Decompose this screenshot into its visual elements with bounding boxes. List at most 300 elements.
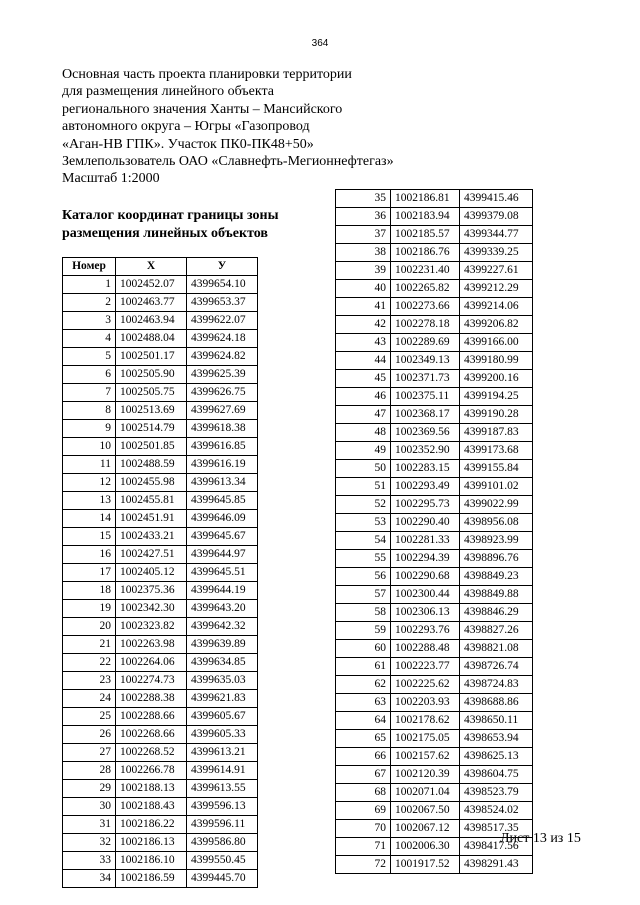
table-row [63, 726, 258, 744]
cell-x: 1002455.81 [116, 492, 187, 510]
table-row [63, 636, 258, 654]
cell-x: 1002067.50 [391, 802, 460, 820]
table-row [336, 766, 533, 784]
cell-y: 4399646.09 [187, 510, 258, 528]
table-row [336, 604, 533, 622]
cell-x: 1002455.98 [116, 474, 187, 492]
cell-number: 4 [63, 330, 116, 348]
cell-x: 1002289.69 [391, 334, 460, 352]
table-body-left [63, 276, 258, 888]
cell-number: 53 [336, 514, 391, 532]
cell-x: 1002290.40 [391, 514, 460, 532]
cell-x: 1002223.77 [391, 658, 460, 676]
cell-y: 4399613.55 [187, 780, 258, 798]
table-row [336, 496, 533, 514]
cell-x: 1002263.98 [116, 636, 187, 654]
cell-y: 4398524.02 [460, 802, 533, 820]
table-row [63, 816, 258, 834]
cell-x: 1002188.13 [116, 780, 187, 798]
table-row [63, 348, 258, 366]
header-line: автономного округа – Югры «Газопровод [62, 119, 310, 135]
cell-x: 1002513.69 [116, 402, 187, 420]
table-row [336, 262, 533, 280]
table-row [336, 352, 533, 370]
cell-x: 1002178.62 [391, 712, 460, 730]
table-row [63, 798, 258, 816]
cell-y: 4399654.10 [187, 276, 258, 294]
cell-number: 59 [336, 622, 391, 640]
cell-y: 4399626.75 [187, 384, 258, 402]
cell-y: 4399624.82 [187, 348, 258, 366]
cell-number: 69 [336, 802, 391, 820]
cell-number: 62 [336, 676, 391, 694]
cell-y: 4398523.79 [460, 784, 533, 802]
cell-x: 1002427.51 [116, 546, 187, 564]
cell-number: 42 [336, 316, 391, 334]
cell-number: 40 [336, 280, 391, 298]
cell-x: 1002186.22 [116, 816, 187, 834]
cell-x: 1002175.05 [391, 730, 460, 748]
cell-y: 4399166.00 [460, 334, 533, 352]
cell-y: 4399622.07 [187, 312, 258, 330]
table-row [63, 582, 258, 600]
cell-x: 1002300.44 [391, 586, 460, 604]
table-row [336, 784, 533, 802]
document-header [62, 66, 442, 188]
table-row [63, 456, 258, 474]
cell-x: 1002290.68 [391, 568, 460, 586]
table-row [336, 388, 533, 406]
cell-number: 44 [336, 352, 391, 370]
cell-y: 4399212.29 [460, 280, 533, 298]
cell-y: 4399180.99 [460, 352, 533, 370]
cell-x: 1002342.30 [116, 600, 187, 618]
cell-x: 1002288.38 [116, 690, 187, 708]
cell-number: 41 [336, 298, 391, 316]
cell-x: 1002501.85 [116, 438, 187, 456]
table-row [336, 460, 533, 478]
cell-x: 1002295.73 [391, 496, 460, 514]
table-row [336, 334, 533, 352]
cell-number: 2 [63, 294, 116, 312]
cell-number: 21 [63, 636, 116, 654]
cell-number: 47 [336, 406, 391, 424]
cell-y: 4398653.94 [460, 730, 533, 748]
cell-number: 23 [63, 672, 116, 690]
cell-y: 4398827.26 [460, 622, 533, 640]
cell-y: 4399605.33 [187, 726, 258, 744]
cell-x: 1002505.90 [116, 366, 187, 384]
header-line: регионального значения Ханты – Мансийского [62, 101, 343, 117]
table-row [336, 244, 533, 262]
cell-y: 4399596.13 [187, 798, 258, 816]
cell-number: 32 [63, 834, 116, 852]
table-row [63, 744, 258, 762]
cell-y: 4399155.84 [460, 460, 533, 478]
cell-y: 4399379.08 [460, 208, 533, 226]
cell-number: 65 [336, 730, 391, 748]
cell-number: 28 [63, 762, 116, 780]
cell-x: 1002375.11 [391, 388, 460, 406]
table-row [63, 780, 258, 798]
cell-y: 4399645.85 [187, 492, 258, 510]
cell-number: 52 [336, 496, 391, 514]
cell-y: 4399624.18 [187, 330, 258, 348]
cell-y: 4398517.35 [460, 820, 533, 838]
table-row [63, 762, 258, 780]
cell-number: 43 [336, 334, 391, 352]
cell-y: 4399173.68 [460, 442, 533, 460]
table-row [63, 402, 258, 420]
cell-y: 4399616.19 [187, 456, 258, 474]
cell-number: 50 [336, 460, 391, 478]
cell-y: 4398650.11 [460, 712, 533, 730]
cell-number: 38 [336, 244, 391, 262]
table-header-row [63, 258, 258, 276]
cell-y: 4398849.88 [460, 586, 533, 604]
cell-y: 4399645.51 [187, 564, 258, 582]
table-row [336, 370, 533, 388]
cell-y: 4399415.46 [460, 190, 533, 208]
header-y: У [187, 258, 258, 276]
cell-x: 1002375.36 [116, 582, 187, 600]
cell-y: 4399627.69 [187, 402, 258, 420]
cell-number: 14 [63, 510, 116, 528]
cell-y: 4398291.43 [460, 856, 533, 874]
cell-y: 4398849.23 [460, 568, 533, 586]
cell-number: 7 [63, 384, 116, 402]
table-row [336, 640, 533, 658]
cell-number: 49 [336, 442, 391, 460]
cell-x: 1002268.66 [116, 726, 187, 744]
cell-number: 25 [63, 708, 116, 726]
cell-y: 4399344.77 [460, 226, 533, 244]
cell-y: 4398417.56 [460, 838, 533, 856]
cell-y: 4398821.08 [460, 640, 533, 658]
cell-number: 9 [63, 420, 116, 438]
cell-y: 4399190.28 [460, 406, 533, 424]
cell-number: 72 [336, 856, 391, 874]
sheet-footer: Лист 13 из 15 [500, 831, 581, 846]
cell-y: 4399200.16 [460, 370, 533, 388]
cell-number: 26 [63, 726, 116, 744]
cell-x: 1002265.82 [391, 280, 460, 298]
cell-number: 39 [336, 262, 391, 280]
cell-number: 60 [336, 640, 391, 658]
cell-number: 55 [336, 550, 391, 568]
cell-number: 46 [336, 388, 391, 406]
cell-y: 4399613.21 [187, 744, 258, 762]
cell-number: 67 [336, 766, 391, 784]
cell-y: 4399214.06 [460, 298, 533, 316]
cell-x: 1002186.10 [116, 852, 187, 870]
table-row [336, 856, 533, 874]
table-row [336, 424, 533, 442]
cell-y: 4399586.80 [187, 834, 258, 852]
cell-x: 1002225.62 [391, 676, 460, 694]
table-row [63, 276, 258, 294]
cell-y: 4399613.34 [187, 474, 258, 492]
cell-x: 1002323.82 [116, 618, 187, 636]
table-row [336, 406, 533, 424]
cell-y: 4399621.83 [187, 690, 258, 708]
table-row [63, 600, 258, 618]
table-row [336, 190, 533, 208]
cell-number: 30 [63, 798, 116, 816]
cell-x: 1002452.07 [116, 276, 187, 294]
table-row [63, 384, 258, 402]
cell-x: 1002463.77 [116, 294, 187, 312]
cell-x: 1002183.94 [391, 208, 460, 226]
cell-x: 1002405.12 [116, 564, 187, 582]
cell-x: 1002071.04 [391, 784, 460, 802]
cell-number: 17 [63, 564, 116, 582]
cell-y: 4398604.75 [460, 766, 533, 784]
coordinates-table-right [335, 189, 533, 874]
cell-number: 34 [63, 870, 116, 888]
cell-x: 1002349.13 [391, 352, 460, 370]
table-row [63, 312, 258, 330]
table-row [336, 676, 533, 694]
catalog-title-line: размещения линейных объектов [62, 226, 268, 241]
cell-x: 1002274.73 [116, 672, 187, 690]
table-row [336, 226, 533, 244]
header-line: Основная часть проекта планировки территории [62, 67, 352, 82]
cell-number: 56 [336, 568, 391, 586]
table-row [63, 870, 258, 888]
table-row [336, 748, 533, 766]
table-row [336, 280, 533, 298]
cell-number: 1 [63, 276, 116, 294]
cell-y: 4399645.67 [187, 528, 258, 546]
table-row [63, 690, 258, 708]
cell-y: 4399605.67 [187, 708, 258, 726]
cell-number: 8 [63, 402, 116, 420]
table-row [336, 208, 533, 226]
header-line: для размещения линейного объекта [62, 84, 274, 100]
table-row [63, 672, 258, 690]
table-body-right [336, 190, 533, 874]
table-row [336, 712, 533, 730]
table-row [63, 474, 258, 492]
cell-y: 4399642.32 [187, 618, 258, 636]
cell-number: 61 [336, 658, 391, 676]
cell-number: 24 [63, 690, 116, 708]
cell-number: 63 [336, 694, 391, 712]
table-row [63, 510, 258, 528]
table-row [336, 532, 533, 550]
cell-x: 1002288.48 [391, 640, 460, 658]
cell-x: 1002264.06 [116, 654, 187, 672]
cell-y: 4399187.83 [460, 424, 533, 442]
table-row [336, 550, 533, 568]
cell-y: 4398625.13 [460, 748, 533, 766]
cell-x: 1002273.66 [391, 298, 460, 316]
cell-x: 1002514.79 [116, 420, 187, 438]
cell-x: 1002501.17 [116, 348, 187, 366]
cell-number: 37 [336, 226, 391, 244]
cell-x: 1002231.40 [391, 262, 460, 280]
cell-x: 1002281.33 [391, 532, 460, 550]
table-row [63, 528, 258, 546]
cell-y: 4399643.20 [187, 600, 258, 618]
cell-y: 4399194.25 [460, 388, 533, 406]
table-row [336, 478, 533, 496]
table-row [336, 514, 533, 532]
cell-y: 4398724.83 [460, 676, 533, 694]
cell-number: 71 [336, 838, 391, 856]
table-row [63, 438, 258, 456]
cell-y: 4399339.25 [460, 244, 533, 262]
cell-number: 64 [336, 712, 391, 730]
cell-y: 4398956.08 [460, 514, 533, 532]
table-row [63, 834, 258, 852]
cell-x: 1002067.12 [391, 820, 460, 838]
cell-x: 1002371.73 [391, 370, 460, 388]
cell-y: 4399596.11 [187, 816, 258, 834]
cell-x: 1002293.76 [391, 622, 460, 640]
cell-y: 4399653.37 [187, 294, 258, 312]
cell-y: 4399101.02 [460, 478, 533, 496]
cell-number: 70 [336, 820, 391, 838]
cell-y: 4398726.74 [460, 658, 533, 676]
table-row [63, 330, 258, 348]
cell-x: 1002294.39 [391, 550, 460, 568]
cell-x: 1002186.59 [116, 870, 187, 888]
cell-number: 19 [63, 600, 116, 618]
cell-x: 1002186.76 [391, 244, 460, 262]
cell-x: 1002157.62 [391, 748, 460, 766]
cell-x: 1002451.91 [116, 510, 187, 528]
cell-x: 1002288.66 [116, 708, 187, 726]
cell-y: 4399644.97 [187, 546, 258, 564]
cell-number: 54 [336, 532, 391, 550]
catalog-title [62, 207, 322, 243]
table-row [336, 622, 533, 640]
cell-y: 4399550.45 [187, 852, 258, 870]
cell-number: 20 [63, 618, 116, 636]
header-line: «Аган-НВ ГПК». Участок ПК0-ПК48+50» [62, 136, 314, 152]
table-row [336, 586, 533, 604]
table-row [336, 694, 533, 712]
cell-number: 15 [63, 528, 116, 546]
cell-x: 1002278.18 [391, 316, 460, 334]
cell-y: 4399022.99 [460, 496, 533, 514]
cell-number: 18 [63, 582, 116, 600]
cell-number: 48 [336, 424, 391, 442]
cell-y: 4399639.89 [187, 636, 258, 654]
cell-y: 4398923.99 [460, 532, 533, 550]
cell-x: 1002186.81 [391, 190, 460, 208]
cell-x: 1002268.52 [116, 744, 187, 762]
cell-y: 4399206.82 [460, 316, 533, 334]
cell-number: 22 [63, 654, 116, 672]
table-row [63, 492, 258, 510]
cell-number: 27 [63, 744, 116, 762]
cell-x: 1002433.21 [116, 528, 187, 546]
header-line: Землепользователь ОАО «Славнефть-Мегионнефтегаз» [62, 154, 394, 170]
table-row [336, 442, 533, 460]
table-row [63, 654, 258, 672]
cell-x: 1002185.57 [391, 226, 460, 244]
cell-number: 36 [336, 208, 391, 226]
cell-x: 1002120.39 [391, 766, 460, 784]
cell-y: 4399644.19 [187, 582, 258, 600]
cell-y: 4399227.61 [460, 262, 533, 280]
cell-x: 1002188.43 [116, 798, 187, 816]
cell-number: 16 [63, 546, 116, 564]
cell-y: 4398846.29 [460, 604, 533, 622]
table-row [63, 708, 258, 726]
table-row [336, 298, 533, 316]
cell-number: 31 [63, 816, 116, 834]
table-row [63, 420, 258, 438]
cell-x: 1002368.17 [391, 406, 460, 424]
table-row [336, 568, 533, 586]
cell-number: 12 [63, 474, 116, 492]
table-row [336, 658, 533, 676]
cell-number: 35 [336, 190, 391, 208]
cell-x: 1002463.94 [116, 312, 187, 330]
header-number: Номер [63, 258, 116, 276]
cell-x: 1002369.56 [391, 424, 460, 442]
cell-y: 4398896.76 [460, 550, 533, 568]
table-row [336, 802, 533, 820]
cell-number: 10 [63, 438, 116, 456]
table-row [63, 546, 258, 564]
cell-y: 4399616.85 [187, 438, 258, 456]
cell-y: 4399634.85 [187, 654, 258, 672]
table-row [63, 564, 258, 582]
cell-x: 1002505.75 [116, 384, 187, 402]
cell-x: 1001917.52 [391, 856, 460, 874]
catalog-title-line: Каталог координат границы зоны [62, 208, 279, 223]
cell-number: 57 [336, 586, 391, 604]
cell-x: 1002203.93 [391, 694, 460, 712]
cell-number: 51 [336, 478, 391, 496]
cell-number: 3 [63, 312, 116, 330]
table-row [63, 294, 258, 312]
table-row [336, 316, 533, 334]
cell-y: 4399625.39 [187, 366, 258, 384]
cell-x: 1002488.59 [116, 456, 187, 474]
cell-x: 1002186.13 [116, 834, 187, 852]
cell-x: 1002352.90 [391, 442, 460, 460]
coordinates-table-left [62, 257, 258, 888]
cell-y: 4399445.70 [187, 870, 258, 888]
cell-number: 68 [336, 784, 391, 802]
cell-number: 11 [63, 456, 116, 474]
cell-number: 29 [63, 780, 116, 798]
table-row [63, 852, 258, 870]
cell-number: 45 [336, 370, 391, 388]
cell-number: 33 [63, 852, 116, 870]
cell-x: 1002266.78 [116, 762, 187, 780]
cell-y: 4398688.86 [460, 694, 533, 712]
table-row [336, 730, 533, 748]
table-row [63, 618, 258, 636]
cell-y: 4399614.91 [187, 762, 258, 780]
cell-x: 1002293.49 [391, 478, 460, 496]
cell-x: 1002488.04 [116, 330, 187, 348]
header-x: X [116, 258, 187, 276]
cell-y: 4399635.03 [187, 672, 258, 690]
cell-number: 6 [63, 366, 116, 384]
cell-y: 4399618.38 [187, 420, 258, 438]
cell-x: 1002306.13 [391, 604, 460, 622]
cell-number: 66 [336, 748, 391, 766]
header-line: Масштаб 1:2000 [62, 171, 160, 187]
